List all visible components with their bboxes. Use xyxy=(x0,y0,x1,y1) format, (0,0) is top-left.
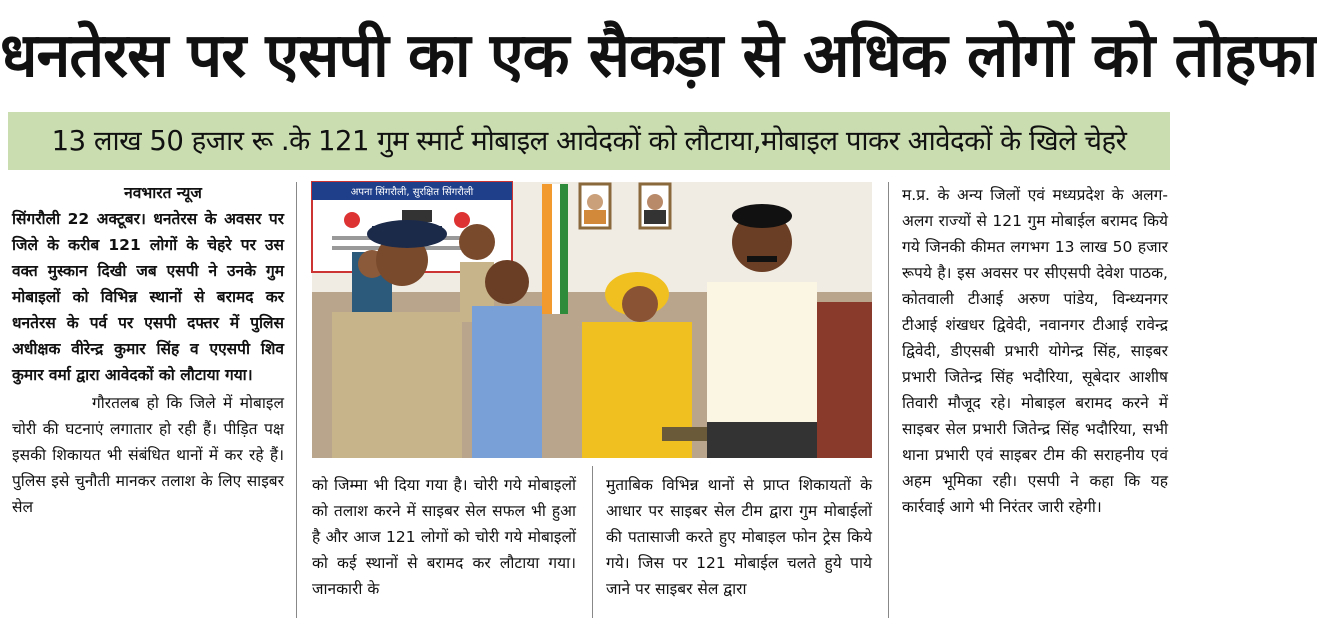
column-divider xyxy=(592,466,593,618)
article-column-1 xyxy=(12,180,284,520)
byline: नवभारत न्यूज xyxy=(124,184,202,202)
lead-paragraph: सिंगरौली 22 अक्टूबर। धनतेरस के अवसर पर जिले के करीब 121 लोगों के चेहरे पर उस वक्त मुस्कान दिखी जब एसपी ने उनके गुम मोबाइलों को विभिन्न स्थानों से बरामद कर धनतेरस के पर्व पर एसपी दफ्तर में पुलिस अधीक्षक वीरेन्द्र कुमार सिंह व एएसपी शिव कुमार वर्मा द्वारा आवेदकों को लौटाया गया। xyxy=(12,210,284,384)
article-column-3 xyxy=(606,472,872,602)
body-paragraph-1: गौरतलब हो कि जिले में मोबाइल चोरी की घटनाएं लगातार हो रही हैं। पीड़ित पक्ष इसकी शिकायत भी संबंधित थानों में कर रहे हैं। पुलिस इसे चुनौती मानकर तलाश के लिए साइबर सेल xyxy=(12,394,284,516)
headline: धनतेरस पर एसपी का एक सैकड़ा से अधिक लोगों को तोहफा xyxy=(0,20,1317,91)
body-paragraph-2: को जिम्मा भी दिया गया है। चोरी गये मोबाइलों को तलाश करने में साइबर सेल सफल भी हुआ है और आज 121 लोगों को चोरी गये मोबाइलों को कई स्थानों से बरामद कर लौटाया गया। जानकारी के xyxy=(312,476,576,598)
news-photo xyxy=(312,182,872,458)
photo-banner-text: अपना सिंगरौली, सुरक्षित सिंगरौली xyxy=(350,187,474,198)
subheadline-bar xyxy=(8,112,1170,170)
article-column-4 xyxy=(902,182,1168,520)
article-column-2 xyxy=(312,472,576,602)
subheadline: 13 लाख 50 हजार रू .के 121 गुम स्मार्ट मोबाइल आवेदकों को लौटाया,मोबाइल पाकर आवेदकों के खिले चेहरे xyxy=(51,125,1127,157)
body-paragraph-3: मुताबिक विभिन्न थानों से प्राप्त शिकायतों के आधार पर साइबर सेल टीम द्वारा गुम मोबाईलों की पतासाजी करते हुए मोबाइल फोन ट्रेस किये गये। जिस पर 121 मोबाईल चलते हुये पाये जाने पर साइबर सेल द्वारा xyxy=(606,476,872,598)
column-divider xyxy=(888,182,889,618)
column-divider xyxy=(296,182,297,618)
body-paragraph-4: म.प्र. के अन्य जिलों एवं मध्यप्रदेश के अलग-अलग राज्यों से 121 गुम मोबाईल बरामद किये गये जिनकी कीमत लगभग 13 लाख 50 हजार रूपये है। इस अवसर पर सीएसपी देवेश पाठक, कोतवाली टीआई अरुण पांडेय, विन्ध्यनगर टीआई शंखधर द्विवेदी, नवानगर टीआई रावेन्द्र द्विवेदी, डीएसबी प्रभारी योगेन्द्र सिंह, साइबर प्रभारी जितेन्द्र सिंह भदौरिया, सूबेदार आशीष तिवारी मौजूद रहे। मोबाइल बरामद करने में साइबर सेल प्रभारी जितेन्द्र सिंह भदौरिया, सभी थाना प्रभारी एवं साइबर टीम की सराहनीय एवं अहम भूमिका रही। एसपी ने कहा कि यह कार्रवाई आगे भी निरंतर जारी रहेगी। xyxy=(902,186,1168,516)
